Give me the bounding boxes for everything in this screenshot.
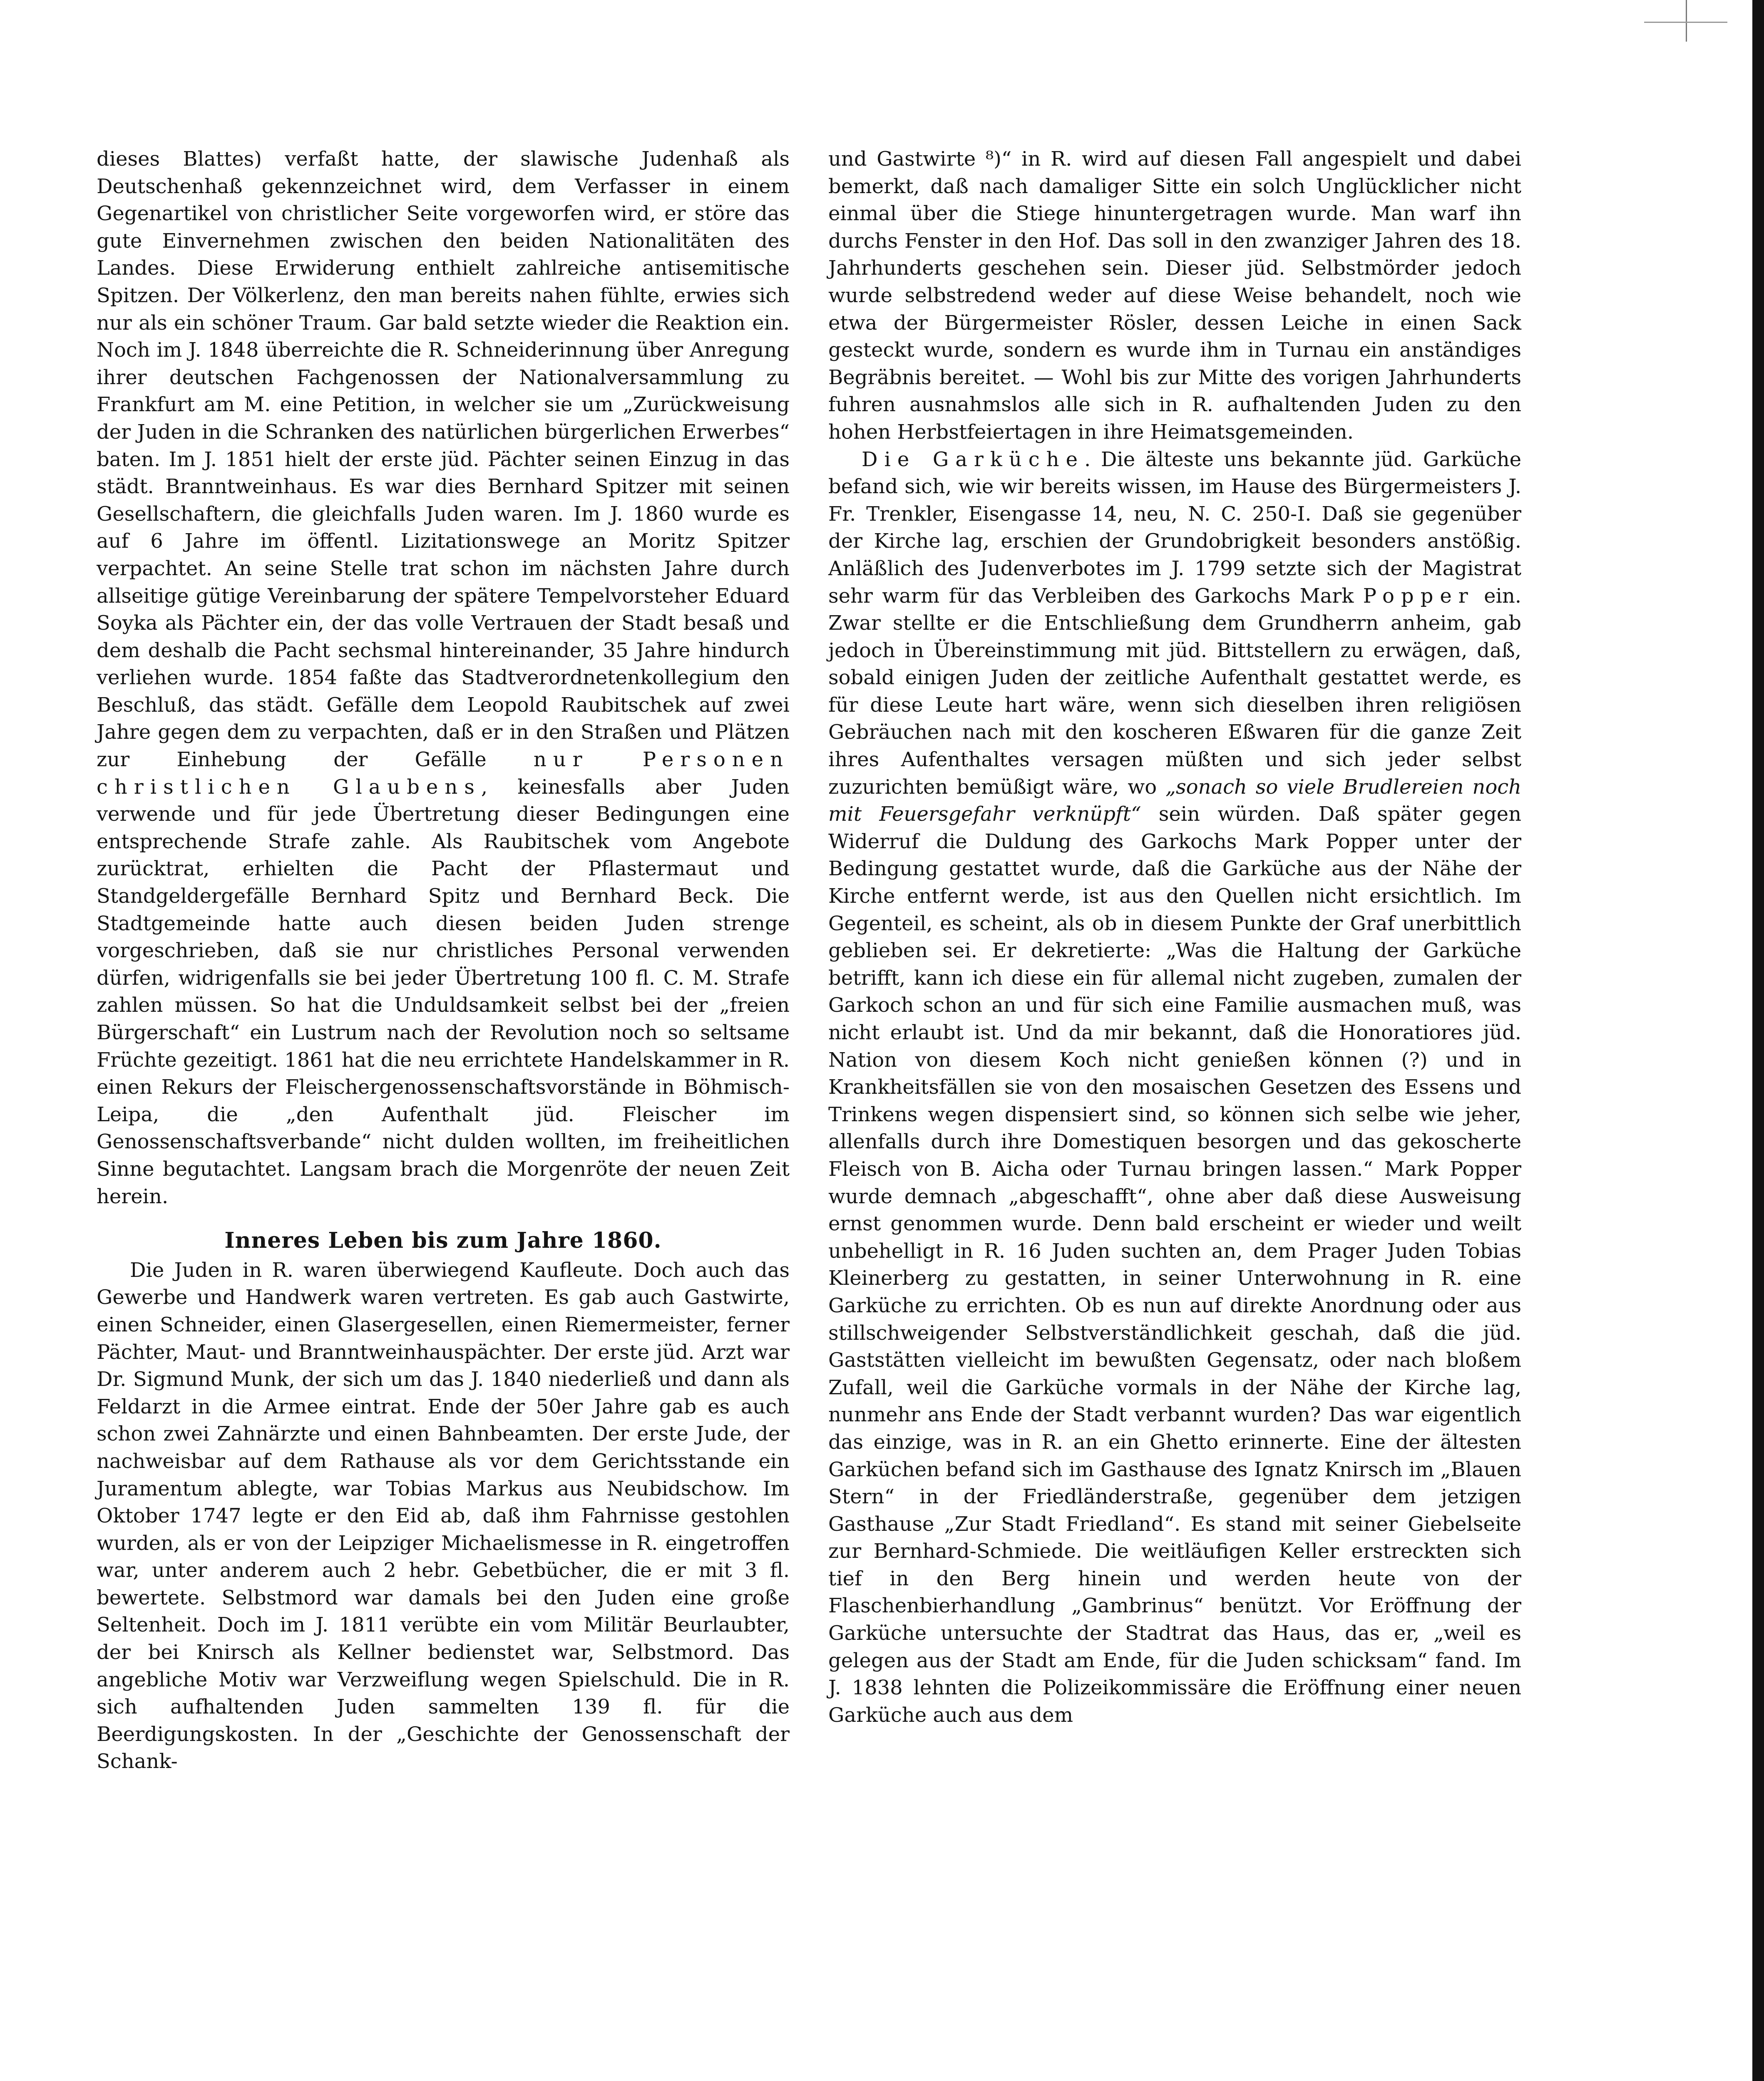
scan-border-right — [1752, 0, 1764, 2081]
paragraph-text: , keinesfalls aber Juden verwende und für jede Übertretung dieser Bedingungen eine entsprechende Strafe zahle. Als Raubitschek vom Angebote zurücktrat, erhielten die Pacht der Pflastermaut und Standgeldergefälle Bernhard Spitz und Bernhard Beck. Die Stadtgemeinde hatte auch diesen beiden Juden strenge vorgeschrieben, daß sie nur christliches Personal verwenden dürfen, widrigenfalls sie bei jeder Übertretung 100 fl. C. M. Strafe zahlen müssen. So hat die Unduldsamkeit selbst bei der „freien Bürgerschaft“ ein Lustrum nach der Revolution noch so seltsame Früchte gezeitigt. 1861 hat die neu errichtete Handelskammer in R. einen Rekurs der Fleischergenossenschaftsvorstände in Böhmisch-Leipa, die „den Aufenthalt jüd. Fleischer im Genossenschaftsverbande“ nicht dulden wollten, im freiheitlichen Sinne begutachtet. Langsam brach die Morgenröte der neuen Zeit herein. — [97, 775, 790, 1208]
section-heading: Inneres Leben bis zum Jahre 1860. — [224, 1228, 662, 1254]
paragraph: Die Juden in R. waren überwiegend Kaufleute. Doch auch das Gewerbe und Handwerk waren vertreten. Es gab auch Gastwirte, einen Schneider, einen Glasergesellen, einen Riemermeister, ferner Pächter, Maut- und Branntweinhauspächter. Der erste jüd. Arzt war Dr. Sigmund Munk, der sich um das J. 1840 niederließ und dann als Feldarzt in die Armee eintrat. Ende der 50er Jahre gab es auch schon zwei Zahnärzte und einen Bahnbeamten. Der erste Jude, der nachweisbar auf dem Rathause als vor dem Gerichtsstande ein Juramentum ablegte, war Tobias Markus aus Neubidschow. Im Oktober 1747 legte er den Eid ab, daß ihm Fahrnisse gestohlen wurden, als er von der Leipziger Michaelismesse in R. eingetroffen war, unter anderem auch 2 hebr. Gebetbücher, die er mit 3 fl. bewertete. Selbstmord war damals bei den Juden eine große Seltenheit. Doch im J. 1811 verübte ein vom Militär Beurlaubter, der bei Knirsch als Kellner bedienstet war, Selbstmord. Das angebliche Motiv war Verzweiflung wegen Spielschuld. Die in R. sich aufhaltenden Juden sammelten 139 fl. für die Beerdigungskosten. In der „Geschichte der Genossenschaft der Schank- — [97, 1258, 790, 1773]
paragraph-text: . Die älteste uns bekannte jüd. Garküche befand sich, wie wir bereits wissen, im Hause des Bürgermeisters J. Fr. Trenkler, Eisengasse 14, neu, N. C. 250-I. Daß sie gegenüber der Kirche lag, erschien der Grundobrigkeit besonders anstößig. Anläßlich des Judenverbotes im J. 1799 setzte sich der Magistrat sehr warm für das Verbleiben des Garkochs Mark — [828, 447, 1522, 608]
paragraph-text: ein. Zwar stellte er die Entschließung dem Grundherrn anheim, gab jedoch in Übereinstimmung mit jüd. Bittstellern zu erwägen, daß, sobald einigen Juden der zeitliche Aufenthalt gestattet werde, es für diese Leute hart wäre, wenn sich dieselben ihren religiösen Gebräuchen nach mit den koscheren Eßwaren für die ganze Zeit ihres Aufenthaltes versagen müßten und sich jeder selbst zuzurichten bemüßigt wäre, wo — [828, 584, 1521, 799]
paragraph — [828, 446, 1521, 1729]
emphasized-text: Popper — [1363, 584, 1475, 608]
emphasized-text: nur Personen christlichen Glaubens — [97, 748, 790, 799]
paragraph — [97, 146, 790, 1210]
registration-mark — [1627, 0, 1752, 46]
paragraph-text: sein würden. Daß später gegen Widerruf die Duldung des Garkochs Mark Popper unter der Bedingung gestattet wurde, daß die Garküche aus der Nähe der Kirche entfernt werde, ist aus den Quellen nicht ersichtlich. Im Gegenteil, es scheint, als ob in diesem Punkte der Graf unerbittlich geblieben sei. Er dekretierte: „Was die Haltung der Garküche betrifft, kann ich diese ein für allemal nicht zugeben, zumalen der Garkoch schon an und für sich eine Familie ausmachen muß, was nicht erlaubt ist. Und da mir bekannt, daß die Honoratiores jüd. Nation von diesem Koch nicht genießen können (?) und in Krankheitsfällen sie von den mosaischen Gesetzen des Essens und Trinkens wegen dispensiert sind, so können sich selbe wie jeher, allenfalls durch ihre Domestiquen besorgen und das gekoscherte Fleisch von B. Aicha oder Turnau bringen lassen.“ Mark Popper wurde demnach „abgeschafft“, ohne aber daß diese Ausweisung ernst genommen wurde. Denn bald erscheint er wieder und weilt unbehelligt in R. 16 Juden suchten an, dem Prager Juden Tobias Kleinerberg zu gestatten, in seiner Unterwohnung in R. eine Garküche zu errichten. Ob es nun auf direkte Anordnung oder aus stillschweigender Selbstverständlichkeit geschah, daß die jüd. Gaststätten vielleicht im bewußten Gegensatz, oder nach bloßem Zufall, weil die Garküche vormals in der Nähe der Kirche lag, nunmehr ans Ende der Stadt verbannt wurden? Das war eigentlich das einzige, was in R. an ein Ghetto erinnerte. Eine der ältesten Garküchen befand sich im Gasthause des Ignatz Knirsch im „Blauen Stern“ in der Friedländerstraße, gegenüber dem jetzigen Gasthause „Zur Stadt Friedland“. Es stand mit seiner Giebelseite zur Bernhard-Schmiede. Die weitläufigen Keller erstreckten sich tief in den Berg hinein und werden heute von der Flaschenbierhandlung „Gambrinus“ benützt. Vor Eröffnung der Garküche untersuchte der Stadtrat das Haus, das er, „weil es gelegen aus der Stadt am Ende, für die Juden schicksam“ fand. Im J. 1838 lehnten die Polizeikommissäre die Eröffnung einer neuen Garküche auch aus dem — [828, 802, 1521, 1727]
paragraph: und Gastwirte ⁸)“ in R. wird auf diesen Fall angespielt und dabei bemerkt, daß nach damaliger Sitte ein solch Unglücklicher nicht einmal über die Stiege hinuntergetragen wurde. Man warf ihn durchs Fenster in den Hof. Das soll in den zwanziger Jahren des 18. Jahrhunderts geschehen sein. Dieser jüd. Selbstmörder jedoch wurde selbstredend weder auf diese Weise behandelt, noch wie etwa der Bürgermeister Rösler, dessen Leiche in einen Sack gesteckt wurde, sondern es wurde ihm in Turnau ein anständiges Begräbnis bereitet. — Wohl bis zur Mitte des vorigen Jahrhunderts fuhren ausnahmslos alle sich in R. aufhaltenden Juden zu den hohen Herbstfeiertagen in ihre Heimatsgemeinden. — [828, 147, 1521, 444]
paragraph-text: dieses Blattes) verfaßt hatte, der slawische Judenhaß als Deutschenhaß gekennzeichnet wird, dem Verfasser in einem Gegenartikel von christlicher Seite vorgeworfen wird, er störe das gute Einvernehmen zwischen den beiden Nationalitäten des Landes. Diese Erwiderung enthielt zahlreiche antisemitische Spitzen. Der Völkerlenz, den man bereits nahen fühlte, erwies sich nur als ein schöner Traum. Gar bald setzte wieder die Reaktion ein. Noch im J. 1848 überreichte die R. Schneiderinnung über Anregung ihrer deutschen Fachgenossen der Nationalversammlung zu Frankfurt am M. eine Petition, in welcher sie um „Zurückweisung der Juden in die Schranken des natürlichen bürgerlichen Erwerbes“ baten. Im J. 1851 hielt der erste jüd. Pächter seinen Einzug in das städt. Branntweinhaus. Es war dies Bernhard Spitzer mit seinen Gesellschaftern, die gleichfalls Juden waren. Im J. 1860 wurde es auf 6 Jahre im öffentl. Lizitationswege an Moritz Spitzer verpachtet. An seine Stelle trat schon im nächsten Jahre durch allseitige gütige Vereinbarung der spätere Tempelvorsteher Eduard Soyka als Pächter ein, der das volle Vertrauen der Stadt besaß und dem deshalb die Pacht sechsmal hintereinander, 35 Jahre hindurch verliehen wurde. 1854 faßte das Stadtverordnetenkollegium den Beschluß, das städt. Gefälle dem Leopold Raubitschek auf zwei Jahre gegen dem zu verpachten, daß er in den Straßen und Plätzen zur Einhebung der Gefälle — [97, 147, 790, 772]
quoted-text: „sonach so viele Brudlereien noch mit Feuersgefahr verknüpft“ — [828, 775, 1522, 826]
left-column — [97, 146, 790, 1776]
right-column — [828, 146, 1521, 1729]
emphasized-text: Die Garküche — [862, 447, 1084, 471]
